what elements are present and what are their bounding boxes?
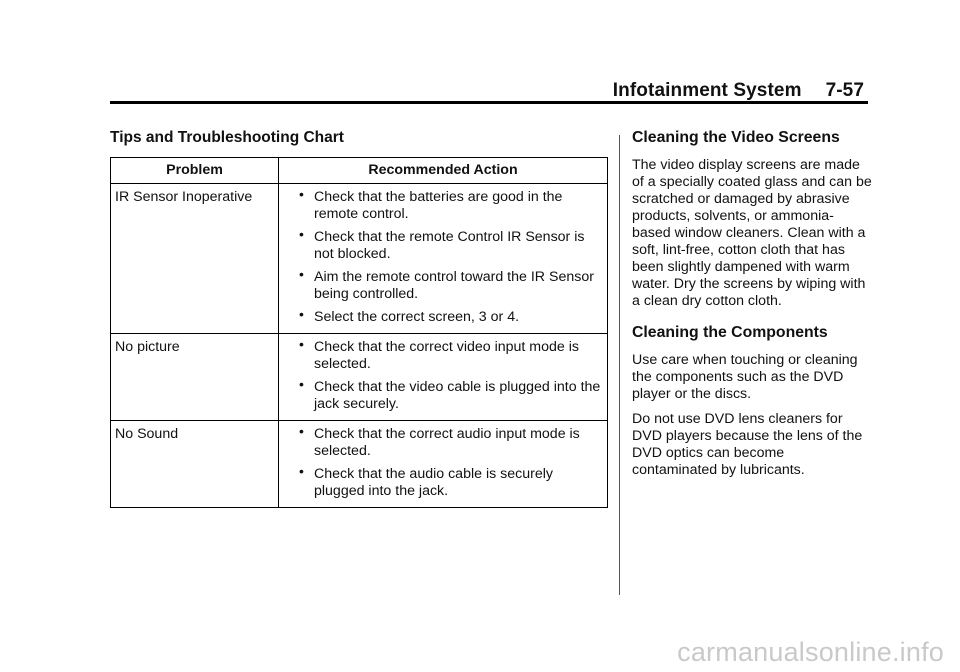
list-item: [287, 463, 601, 500]
bullet-icon: •: [299, 376, 304, 392]
column-divider: [619, 135, 620, 595]
table-body: [111, 184, 608, 508]
bullet-icon: •: [299, 463, 304, 479]
cleaning-components-heading: Cleaning the Components: [632, 324, 828, 341]
action-text: Check that the audio cable is securely plugged into the jack.: [314, 466, 553, 499]
list-item: [287, 376, 601, 413]
table-header-row: [111, 158, 608, 184]
action-text: Check that the video cable is plugged into the jack securely.: [314, 379, 601, 412]
table-row: [111, 184, 608, 334]
header-rule: [110, 101, 868, 104]
right-column: [632, 129, 872, 487]
list-item: [287, 336, 601, 373]
column-header-action: Recommended Action: [279, 158, 608, 184]
actions-list: [287, 186, 601, 326]
cleaning-components-paragraph: Use care when touching or cleaning the components such as the DVD player or the discs.: [632, 352, 858, 402]
bullet-icon: •: [299, 423, 304, 439]
column-header-problem: Problem: [111, 158, 279, 184]
action-text: Check that the batteries are good in the remote control.: [314, 189, 563, 222]
action-text: Check that the correct video input mode is selected.: [314, 339, 579, 372]
actions-cell: [279, 184, 608, 334]
troubleshooting-table: [110, 157, 608, 508]
table-row: [111, 334, 608, 421]
bullet-icon: •: [299, 336, 304, 352]
problem-cell: No Sound: [111, 421, 279, 508]
watermark: carmanualsonline.info: [677, 637, 944, 667]
left-column: [110, 129, 608, 508]
section-title-header: Infotainment System: [612, 80, 802, 101]
list-item: [287, 423, 601, 460]
action-text: Check that the correct audio input mode is selected.: [314, 426, 580, 459]
action-text: Check that the remote Control IR Sensor is not blocked.: [314, 229, 585, 262]
page-number: 7-57: [825, 80, 864, 101]
list-item: [287, 306, 601, 326]
actions-cell: [279, 421, 608, 508]
table-row: [111, 421, 608, 508]
problem-cell: IR Sensor Inoperative: [111, 184, 279, 334]
bullet-icon: •: [299, 186, 304, 202]
bullet-icon: •: [299, 306, 304, 322]
bullet-icon: •: [299, 266, 304, 282]
cleaning-video-text: The video display screens are made of a specially coated glass and can be scratched or damaged by abrasive products, solvents, or ammonia-based window cleaners. Clean with a soft, lint-free, cotton cloth that has been slightly dampened with warm water. Dry the screens by wiping with a clean dry cotton cloth.: [632, 157, 872, 309]
actions-list: [287, 423, 601, 500]
page-header: [613, 80, 864, 102]
tips-title: Tips and Troubleshooting Chart: [110, 129, 344, 146]
list-item: [287, 186, 601, 223]
action-text: Aim the remote control toward the IR Sensor being controlled.: [314, 269, 594, 302]
list-item: [287, 226, 601, 263]
bullet-icon: •: [299, 226, 304, 242]
actions-cell: [279, 334, 608, 421]
action-text: Select the correct screen, 3 or 4.: [314, 309, 520, 325]
actions-list: [287, 336, 601, 413]
problem-cell: No picture: [111, 334, 279, 421]
list-item: [287, 266, 601, 303]
cleaning-video-heading: Cleaning the Video Screens: [632, 129, 840, 146]
cleaning-components-paragraph: Do not use DVD lens cleaners for DVD players because the lens of the DVD optics can become contaminated by lubricants.: [632, 411, 863, 478]
